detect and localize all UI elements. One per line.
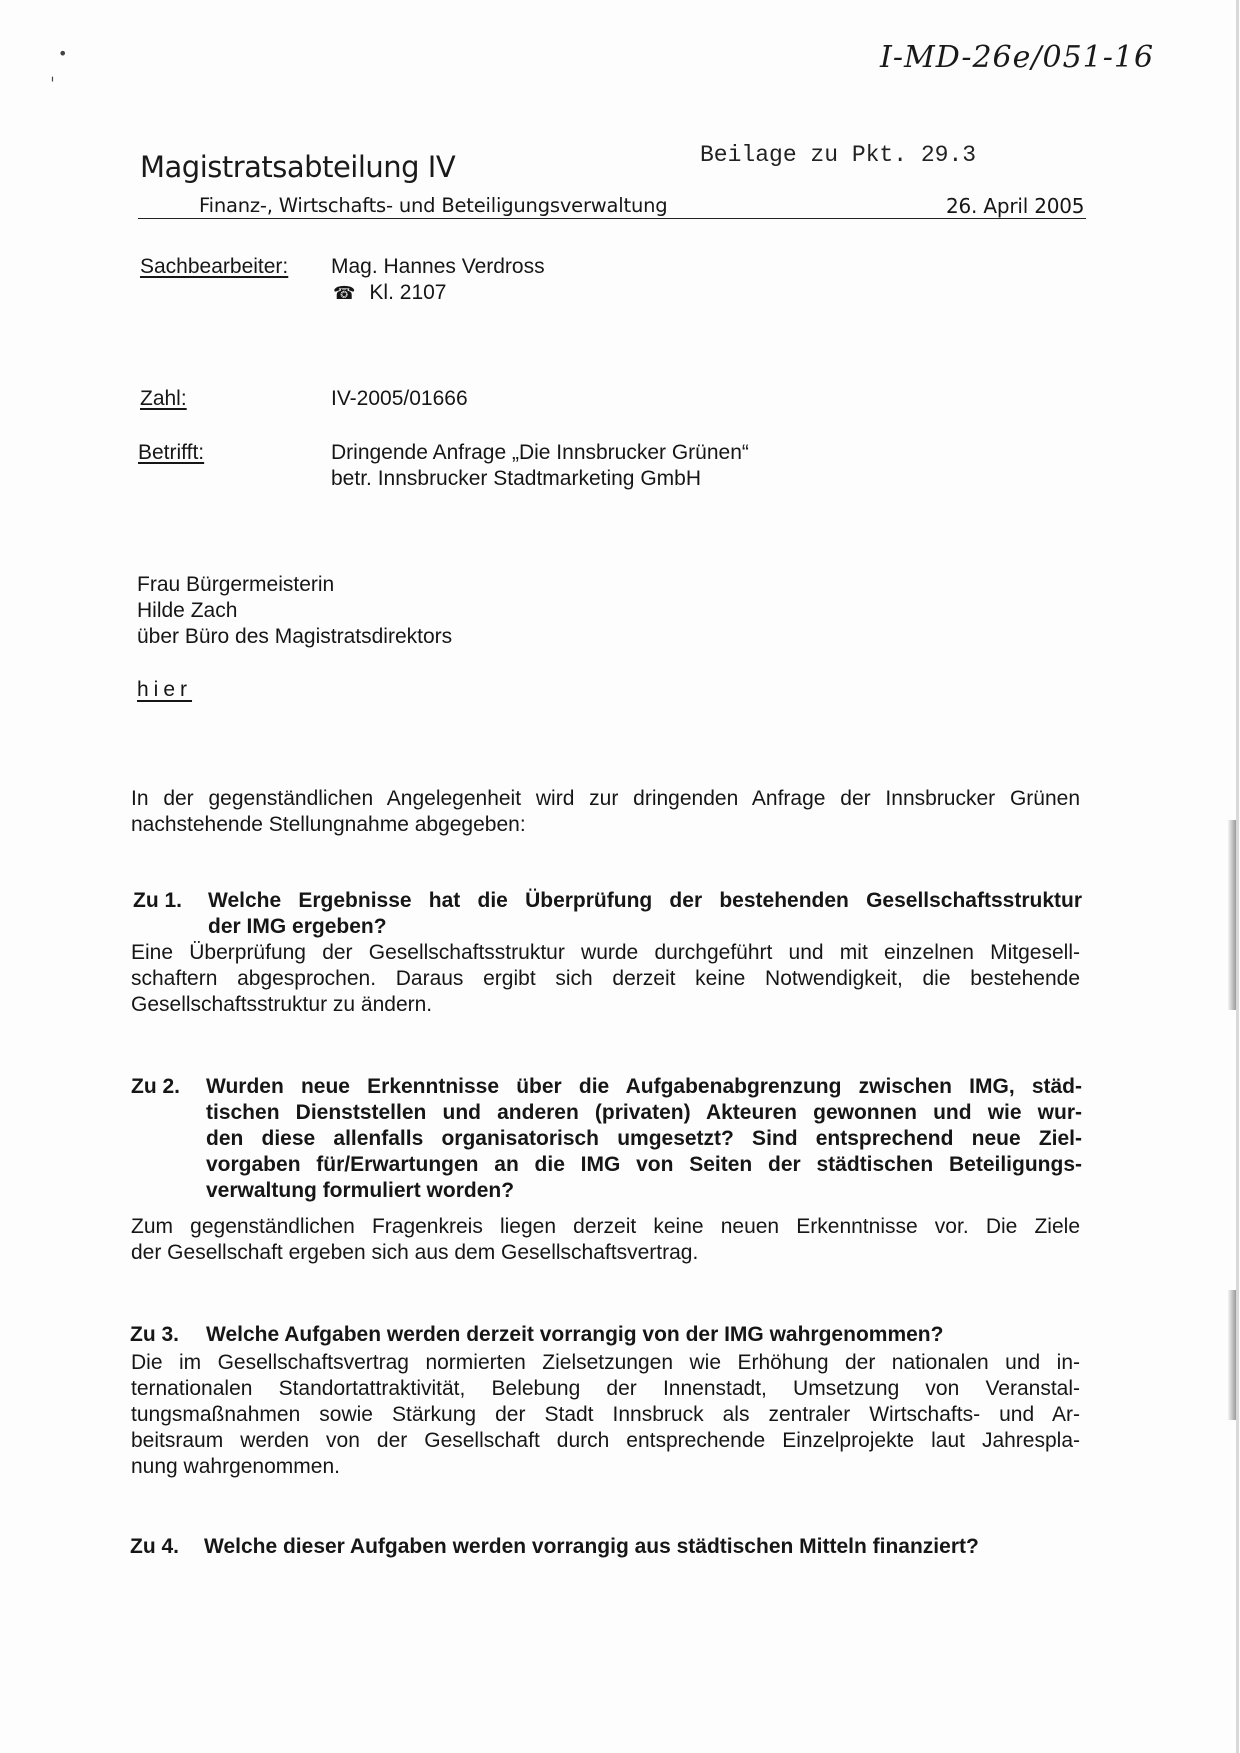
attachment-stamp: Beilage zu Pkt. 29.3 <box>700 142 977 168</box>
recipient-line: über Büro des Magistratsdirektors <box>137 625 453 648</box>
answer-line: schaftern abgesprochen. Daraus ergibt sich derzeit keine Notwendigkeit, die bestehende <box>131 967 1080 990</box>
question-line: Welche Aufgaben werden derzeit vorrangig von der IMG wahrgenommen? <box>206 1323 944 1346</box>
question-1 <box>133 888 1082 940</box>
scan-speck: • <box>58 44 68 63</box>
scan-speck: ˈ <box>50 74 55 95</box>
question-line: Welche Ergebnisse hat die Überprüfung der bestehenden Gesellschaftsstruktur <box>208 889 1082 912</box>
telephone-icon: ☎ <box>333 283 356 303</box>
department-title: Magistratsabteilung IV <box>140 150 456 184</box>
answer-line: beitsraum werden von der Gesellschaft durch entsprechende Einzelprojekte laut Jahrespla- <box>131 1429 1080 1452</box>
intro-line: In der gegenständlichen Angelegenheit wird zur dringenden Anfrage der Innsbrucker Grünen <box>131 787 1080 810</box>
answer-3 <box>131 1350 1080 1480</box>
answer-line: der Gesellschaft ergeben sich aus dem Gesellschaftsvertrag. <box>131 1241 699 1264</box>
answer-2 <box>131 1214 1080 1266</box>
question-line: Wurden neue Erkenntnisse über die Aufgabenabgrenzung zwischen IMG, städ- <box>206 1075 1082 1098</box>
department-subtitle: Finanz-, Wirtschafts- und Beteiligungsverwaltung <box>199 194 668 217</box>
question-4 <box>130 1534 1081 1560</box>
answer-line: ternationalen Standortattraktivität, Belebung der Innenstadt, Umsetzung von Veranstal- <box>131 1377 1080 1400</box>
question-line: tischen Dienststellen und anderen (privaten) Akteuren gewonnen und wie wur- <box>206 1101 1082 1124</box>
answer-line: tungsmaßnahmen sowie Stärkung der Stadt Innsbruck als zentraler Wirtschafts- und Ar- <box>131 1403 1080 1426</box>
reference-label: Zahl: <box>140 387 187 410</box>
question-line: den diese allenfalls organisatorisch umgesetzt? Sind entsprechend neue Ziel- <box>206 1127 1082 1150</box>
clerk-extension: Kl. 2107 <box>369 281 447 304</box>
question-3 <box>130 1322 1081 1348</box>
clerk-label: Sachbearbeiter: <box>140 255 289 278</box>
subject-label: Betrifft: <box>138 441 205 464</box>
question-2 <box>131 1074 1082 1204</box>
handwritten-reference: I-MD-26e/051-16 <box>880 40 1155 75</box>
intro-line: nachstehende Stellungnahme abgegeben: <box>131 813 526 836</box>
scan-edge <box>1236 0 1239 1753</box>
subject-line: betr. Innsbrucker Stadtmarketing GmbH <box>331 467 701 490</box>
scan-shadow <box>1228 1290 1236 1420</box>
answer-line: Eine Überprüfung der Gesellschaftsstruktur wurde durchgeführt und mit einzelnen Mitgesell- <box>131 941 1080 964</box>
answer-1 <box>131 940 1080 1018</box>
question-number: Zu 1. <box>133 889 183 912</box>
intro-paragraph <box>131 786 1080 838</box>
question-number: Zu 3. <box>130 1323 180 1346</box>
answer-line: nung wahrgenommen. <box>131 1455 340 1478</box>
answer-line: Gesellschaftsstruktur zu ändern. <box>131 993 433 1016</box>
recipient-local: hier <box>137 678 193 701</box>
letter-date: 26. April 2005 <box>946 194 1085 218</box>
recipient-line: Frau Bürgermeisterin <box>137 573 335 596</box>
subject-line: Dringende Anfrage „Die Innsbrucker Grünen“ <box>331 441 749 464</box>
question-number: Zu 2. <box>131 1075 181 1098</box>
question-line: vorgaben für/Erwartungen an die IMG von Seiten der städtischen Beteiligungs- <box>206 1153 1082 1176</box>
clerk-phone <box>333 280 446 306</box>
question-number: Zu 4. <box>130 1535 180 1558</box>
answer-line: Zum gegenständlichen Fragenkreis liegen derzeit keine neuen Erkenntnisse vor. Die Ziele <box>131 1215 1080 1238</box>
reference-number: IV-2005/01666 <box>331 387 468 410</box>
clerk-name: Mag. Hannes Verdross <box>331 255 545 278</box>
scan-shadow <box>1228 820 1236 1010</box>
question-line: Welche dieser Aufgaben werden vorrangig aus städtischen Mitteln finanziert? <box>204 1535 979 1558</box>
question-line: verwaltung formuliert worden? <box>206 1179 515 1202</box>
question-line: der IMG ergeben? <box>208 915 387 938</box>
answer-line: Die im Gesellschaftsvertrag normierten Zielsetzungen wie Erhöhung der nationalen und in- <box>131 1351 1080 1374</box>
recipient-line: Hilde Zach <box>137 599 238 622</box>
